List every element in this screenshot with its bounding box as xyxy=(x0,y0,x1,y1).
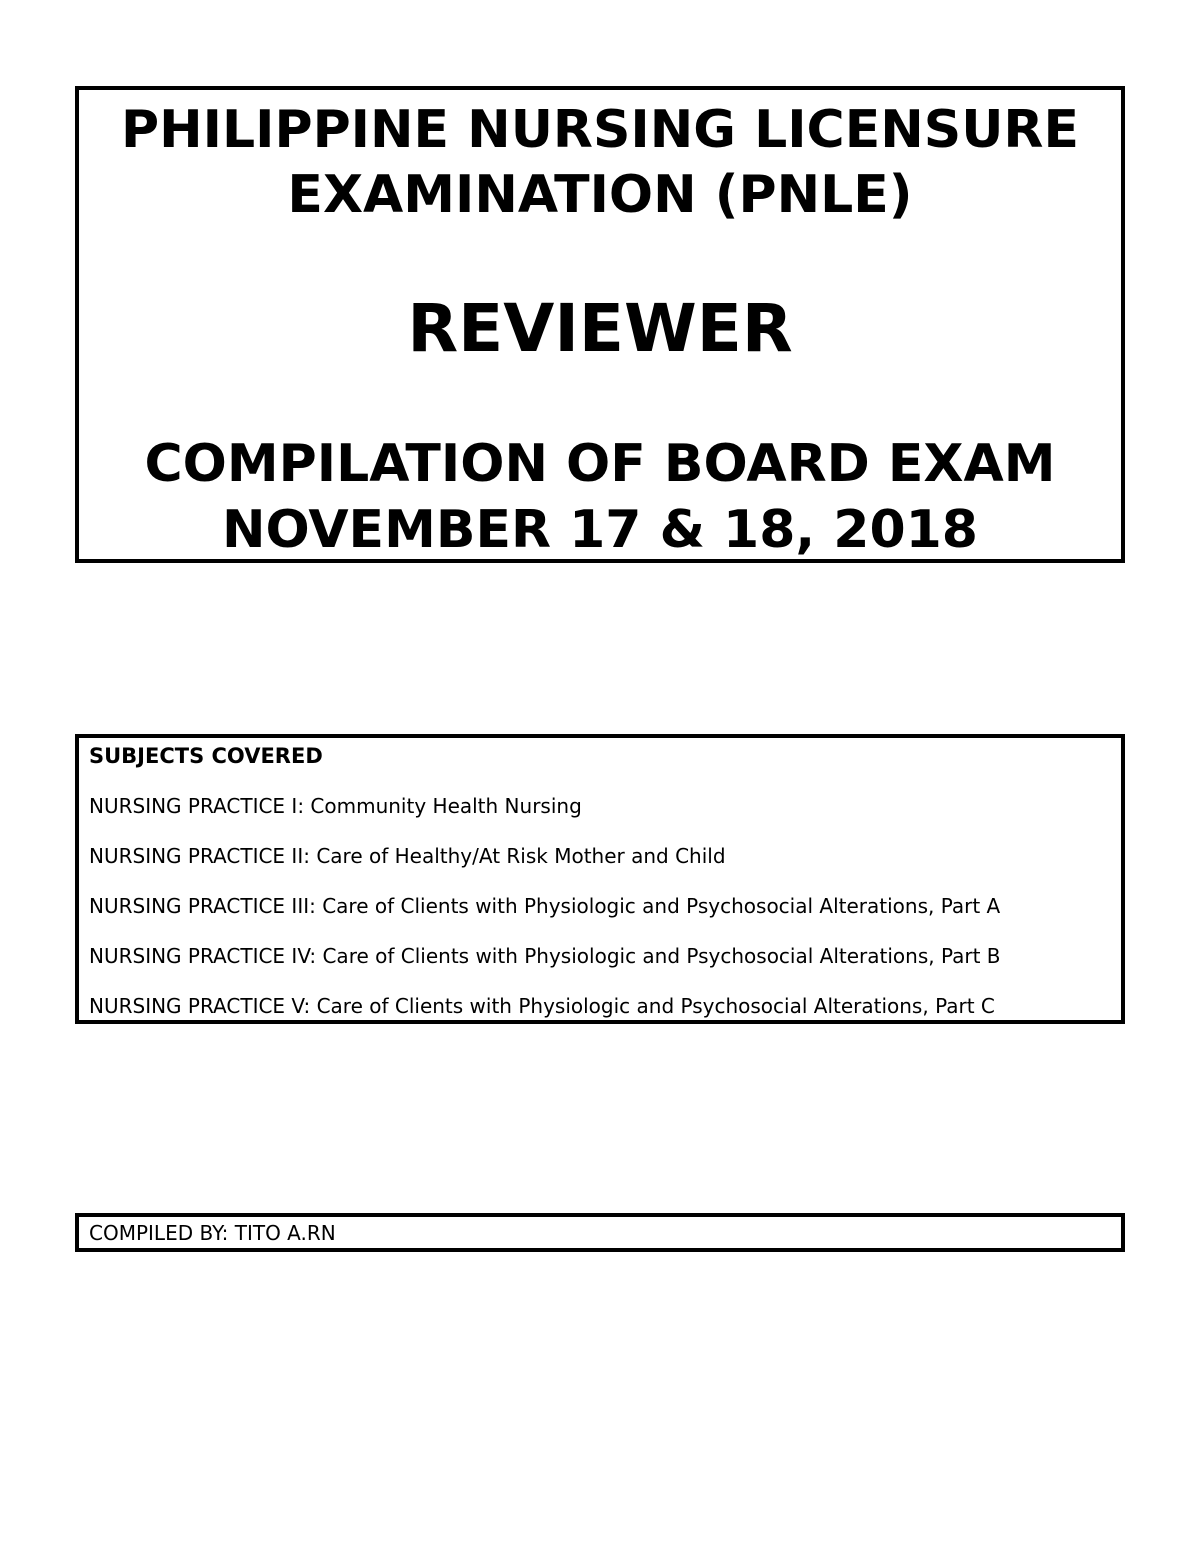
subjects-box xyxy=(75,734,1125,1024)
compilation-line-1: COMPILATION OF BOARD EXAM xyxy=(144,434,1056,494)
subject-list xyxy=(89,794,1001,1044)
subject-item: NURSING PRACTICE III: Care of Clients with Physiologic and Psychosocial Alterations, Part A xyxy=(89,894,1001,918)
compiled-by-box xyxy=(75,1213,1125,1252)
subject-item: NURSING PRACTICE I: Community Health Nursing xyxy=(89,794,582,818)
title-line-2: EXAMINATION (PNLE) xyxy=(287,165,913,225)
compilation-line-2: NOVEMBER 17 & 18, 2018 xyxy=(221,500,978,560)
subjects-heading: SUBJECTS COVERED xyxy=(89,744,323,768)
subject-item: NURSING PRACTICE V: Care of Clients with Physiologic and Psychosocial Alterations, Part C xyxy=(89,994,995,1018)
compiled-by-text: COMPILED BY: TITO A.RN xyxy=(89,1221,336,1245)
subject-item: NURSING PRACTICE IV: Care of Clients with Physiologic and Psychosocial Alterations, Part B xyxy=(89,944,1001,968)
title-box xyxy=(75,86,1125,563)
reviewer-heading: REVIEWER xyxy=(407,290,793,367)
subject-item: NURSING PRACTICE II: Care of Healthy/At Risk Mother and Child xyxy=(89,844,726,868)
title-line-1: PHILIPPINE NURSING LICENSURE xyxy=(121,100,1079,160)
